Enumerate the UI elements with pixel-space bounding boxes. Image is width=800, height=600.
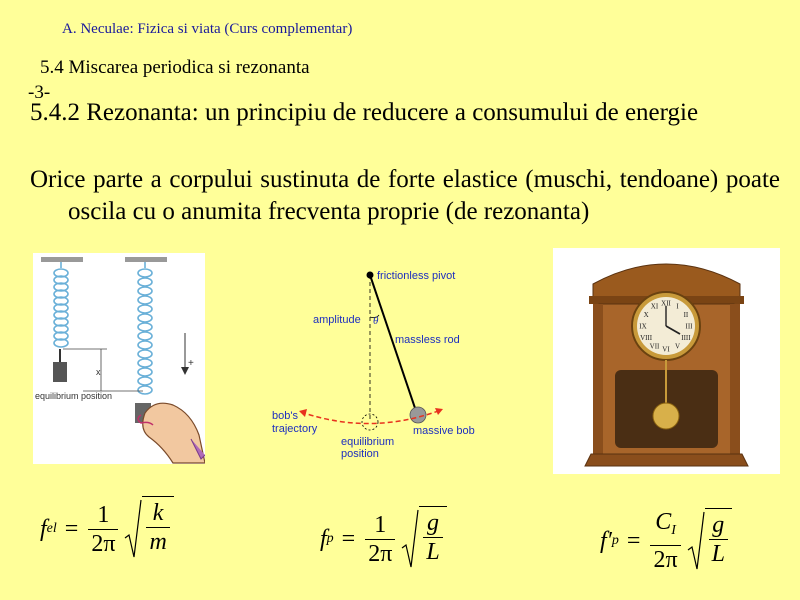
spring-illustration (33, 253, 205, 464)
clock-frequency-formula: f′ p = $\frac{C_I}{2\pi}$ $\frac{g}{L}$ (600, 508, 732, 574)
x-label: x (96, 367, 101, 377)
equilibrium-label-2: position (341, 448, 379, 460)
clock-numeral: VIII (640, 334, 653, 342)
clock-numeral: XI (650, 302, 659, 311)
plus-label: + (188, 358, 194, 369)
clock-numeral: X (643, 311, 649, 319)
body-paragraph: Orice parte a corpului sustinuta de forte elastice (muschi, tendoane) poate oscila cu o anumita frecventa proprie (de rezonanta) (30, 166, 780, 225)
bob-label: massive bob (413, 425, 475, 437)
theta-label: θ (373, 315, 379, 327)
header-title: A. Neculae: Fizica si viata (Curs complementar) (62, 21, 353, 37)
pivot-label: frictionless pivot (377, 270, 456, 282)
clock-numeral: IIII (681, 334, 691, 342)
pendulum-clock-illustration (553, 248, 780, 474)
pendulum-frequency-formula: f p = $\frac{1}{2\pi}$ $\frac{g}{L}$ (320, 508, 447, 570)
spring-frequency-formula: f el = $\frac{1}{2\pi}$ $\frac{k}{m}$ (40, 498, 174, 560)
page-number: -3- (28, 82, 51, 103)
clock-numeral: V (674, 342, 681, 351)
subsection-title: 5.4.2 Rezonanta: un principiu de reducere a consumului de energie (30, 99, 699, 126)
clock-numeral: III (685, 322, 693, 331)
clock-numeral: I (676, 302, 679, 311)
pendulum-illustration (265, 262, 495, 467)
section-title: 5.4 Miscarea periodica si rezonanta (40, 57, 310, 78)
clock-numeral: VI (662, 345, 670, 354)
clock-numeral: IX (639, 322, 647, 331)
clock-numeral: II (683, 311, 689, 319)
clock-numeral: XII (661, 299, 671, 308)
rod-label: massless rod (395, 334, 460, 346)
spring-figure (33, 253, 205, 464)
equilibrium-label-1: equilibrium (341, 436, 395, 448)
equilibrium-label: equilibrium position (35, 391, 113, 401)
clock-figure (553, 248, 780, 474)
trajectory-label-1: bob's (272, 410, 298, 422)
pendulum-figure (265, 262, 495, 467)
clock-numeral: VII (649, 342, 660, 351)
amplitude-label: amplitude (313, 314, 361, 326)
pendulum-disc-icon (653, 403, 679, 429)
trajectory-label-2: trajectory (272, 423, 318, 435)
